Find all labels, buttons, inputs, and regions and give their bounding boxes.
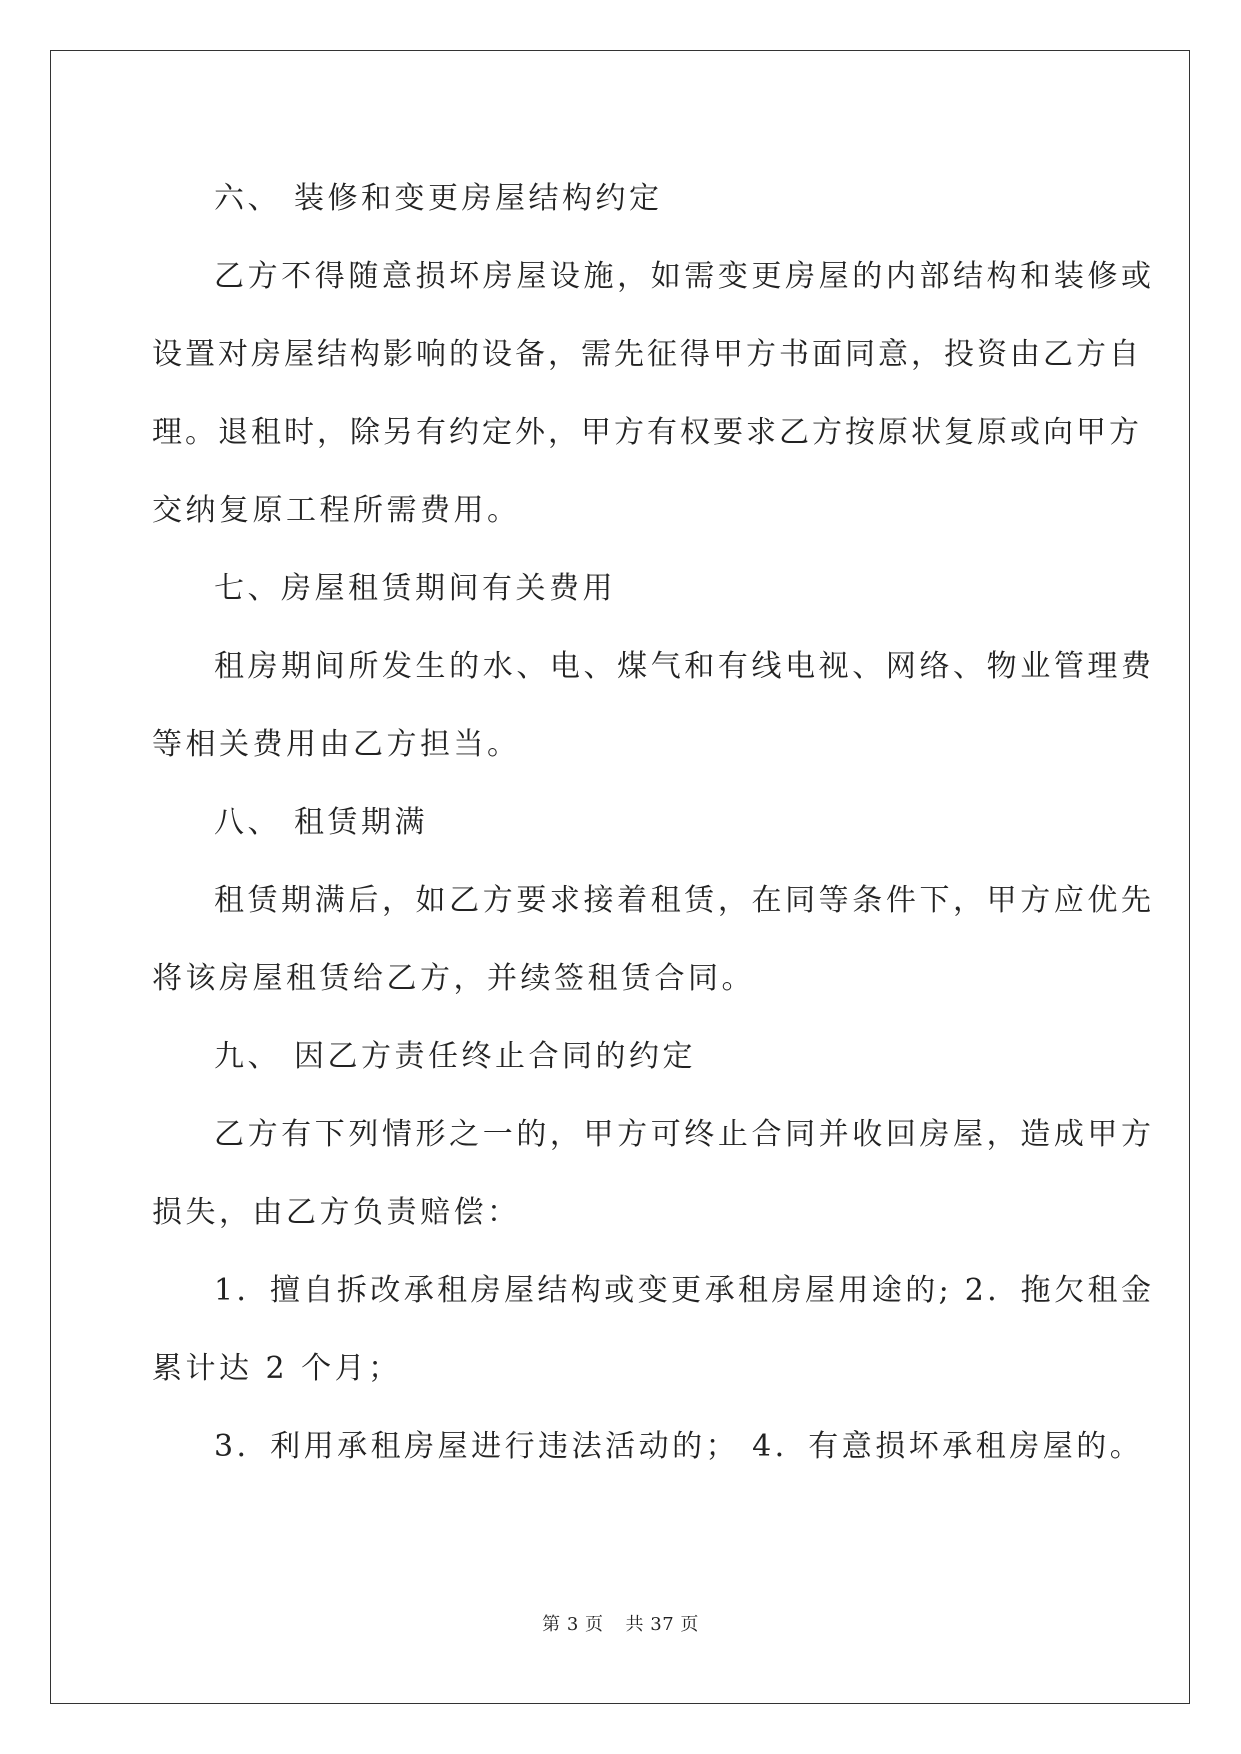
text-line: 理。退租时，除另有约定外，甲方有权要求乙方按原状复原或向甲方 (152, 415, 1142, 450)
page-number: 第 3 页 (542, 1614, 604, 1635)
text-line: 租房期间所发生的水、电、煤气和有线电视、网络、物业管理费 (214, 649, 1154, 684)
text-line: 乙方有下列情形之一的，甲方可终止合同并收回房屋，造成甲方 (214, 1117, 1154, 1152)
text-line: 六、 装修和变更房屋结构约定 (214, 181, 663, 216)
text-line: 1．擅自拆改承租房屋结构或变更承租房屋用途的; 2．拖欠租金 (214, 1273, 1154, 1308)
text-line: 租赁期满后，如乙方要求接着租赁，在同等条件下，甲方应优先 (214, 883, 1154, 918)
text-line: 乙方不得随意损坏房屋设施，如需变更房屋的内部结构和装修或 (214, 259, 1154, 294)
text-line: 交纳复原工程所需费用。 (152, 493, 521, 528)
text-line: 3．利用承租房屋进行违法活动的； 4．有意损坏承租房屋的。 (214, 1429, 1144, 1464)
text-line: 损失，由乙方负责赔偿： (152, 1195, 521, 1230)
text-line: 七、房屋租赁期间有关费用 (214, 571, 616, 606)
page-total: 共 37 页 (625, 1614, 699, 1635)
text-line: 将该房屋租赁给乙方，并续签租赁合同。 (152, 961, 755, 996)
document-body (152, 160, 1154, 1486)
text-line: 累计达 2 个月； (152, 1351, 402, 1386)
text-line: 等相关费用由乙方担当。 (152, 727, 521, 762)
text-line: 八、 租赁期满 (214, 805, 429, 840)
text-line: 九、 因乙方责任终止合同的约定 (214, 1039, 697, 1074)
page-footer (0, 1610, 1241, 1636)
text-line: 设置对房屋结构影响的设备，需先征得甲方书面同意，投资由乙方自 (152, 337, 1142, 372)
